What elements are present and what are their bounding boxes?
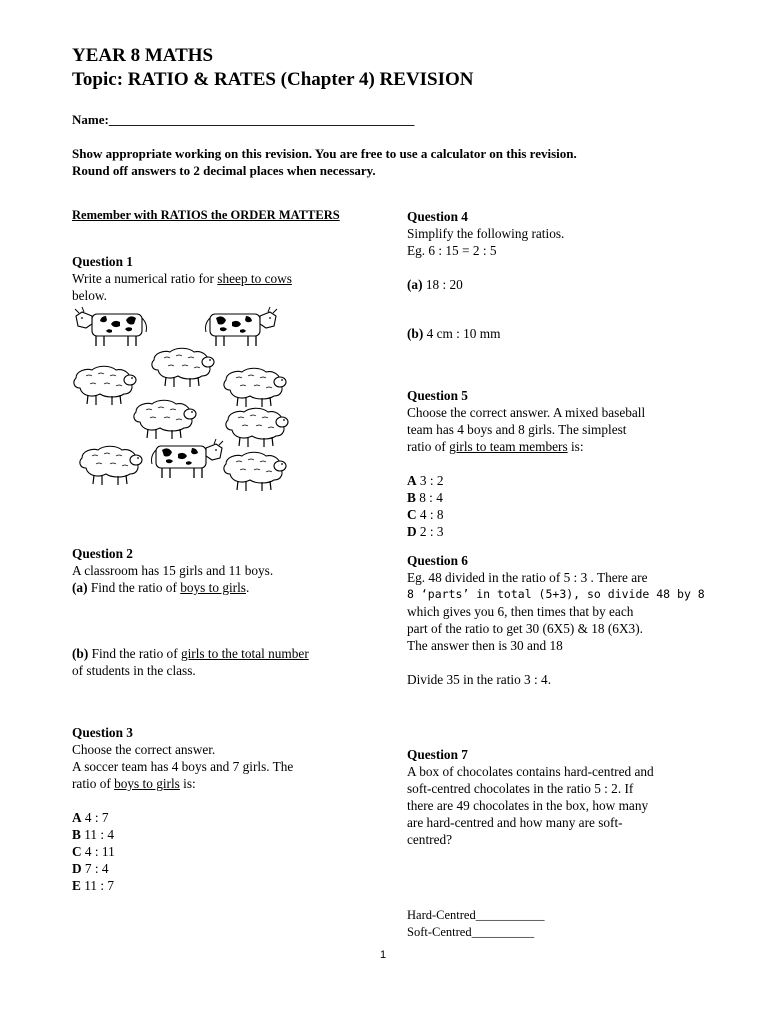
q4-part-a: (a) 18 : 20 bbox=[407, 277, 463, 292]
q3-option-e[interactable]: E 11 : 7 bbox=[72, 878, 114, 893]
q2-title: Question 2 bbox=[72, 546, 133, 561]
q7-hard-centred[interactable]: Hard-Centred___________ bbox=[407, 908, 545, 922]
instructions bbox=[72, 145, 712, 179]
q3-option-d[interactable]: D 7 : 4 bbox=[72, 861, 109, 876]
question-6: Question 6 Eg. 48 divided in the ratio of 5 : 3 . There are 8 ‘parts’ in total (5+3), so divide 48 by 8 which gives you 6, then times that by each part of the ratio to get 30 (6X5) & 18 (6X3). The answer then is 30 and 18 Divide 35 in the ratio 3 : 4. bbox=[407, 552, 737, 688]
question-7: Question 7 A box of chocolates contains hard-centred and soft-centred chocolates in the ratio 5 : 2. If there are 49 chocolates in the box, how many are hard-centred and how many are soft- centred? bbox=[407, 746, 737, 848]
name-label: Name: bbox=[72, 112, 109, 127]
q5-title: Question 5 bbox=[407, 388, 468, 403]
question-4: Question 4 Simplify the following ratios. Eg. 6 : 15 = 2 : 5 (a) 18 : 20 bbox=[407, 208, 727, 293]
q2-intro: A classroom has 15 girls and 11 boys. bbox=[72, 563, 274, 578]
q7-answers bbox=[407, 907, 737, 941]
page-number: 1 bbox=[380, 949, 387, 961]
q1-text: Write a numerical ratio for sheep to cows bbox=[72, 271, 292, 286]
header-title: YEAR 8 MATHS bbox=[72, 45, 214, 66]
q3-option-a[interactable]: A 4 : 7 bbox=[72, 810, 109, 825]
q2-part-a: (a) Find the ratio of boys to girls. bbox=[72, 580, 250, 595]
q7-title: Question 7 bbox=[407, 747, 468, 762]
q1-underline: sheep to cows bbox=[217, 271, 292, 286]
q3-title: Question 3 bbox=[72, 725, 133, 740]
question-2 bbox=[72, 545, 372, 596]
q5-option-b[interactable]: B 8 : 4 bbox=[407, 490, 443, 505]
instruction-line-1: Show appropriate working on this revision. You are free to use a calculator on this revision. bbox=[72, 146, 577, 161]
name-blank[interactable]: _______________________________________________ bbox=[108, 112, 415, 127]
q4-part-b: (b) 4 cm : 10 mm bbox=[407, 326, 501, 341]
q5-option-c[interactable]: C 4 : 8 bbox=[407, 507, 444, 522]
name-field[interactable] bbox=[72, 112, 414, 128]
q5-option-a[interactable]: A 3 : 2 bbox=[407, 473, 444, 488]
q4-title: Question 4 bbox=[407, 209, 468, 224]
reminder-note: Remember with RATIOS the ORDER MATTERS bbox=[72, 208, 340, 222]
q3-option-b[interactable]: B 11 : 4 bbox=[72, 827, 114, 842]
q1-title: Question 1 bbox=[72, 254, 133, 269]
header bbox=[72, 44, 474, 92]
q6-title: Question 6 bbox=[407, 553, 468, 568]
question-3: Question 3 Choose the correct answer. A soccer team has 4 boys and 7 girls. The ratio of boys to girls is: A 4 : 7 B 11 : 4 C 4 : 11 D 7 : 4 E 11 : 7 bbox=[72, 724, 372, 894]
q7-soft-centred[interactable]: Soft-Centred__________ bbox=[407, 925, 535, 939]
q5-option-d[interactable]: D 2 : 3 bbox=[407, 524, 444, 539]
header-topic: Topic: RATIO & RATES (Chapter 4) REVISION bbox=[72, 69, 474, 90]
q4-example: Eg. 6 : 15 = 2 : 5 bbox=[407, 243, 497, 258]
sheep-cows-illustration bbox=[70, 302, 310, 502]
question-5: Question 5 Choose the correct answer. A mixed baseball team has 4 boys and 8 girls. The simplest ratio of girls to team members is: A 3 : 2 B 8 : 4 C 4 : 8 D 2 : 3 bbox=[407, 387, 727, 540]
question-1 bbox=[72, 253, 372, 304]
q2-part-b: (b) Find the ratio of girls to the total number of students in the class. bbox=[72, 646, 309, 678]
q6-task: Divide 35 in the ratio 3 : 4. bbox=[407, 672, 552, 687]
q1-text-end: below. bbox=[72, 288, 107, 303]
q3-option-c[interactable]: C 4 : 11 bbox=[72, 844, 115, 859]
q6-handwritten-note: 8 ‘parts’ in total (5+3), so divide 48 by 8 bbox=[407, 587, 705, 601]
instruction-line-2: Round off answers to 2 decimal places when necessary. bbox=[72, 163, 376, 178]
